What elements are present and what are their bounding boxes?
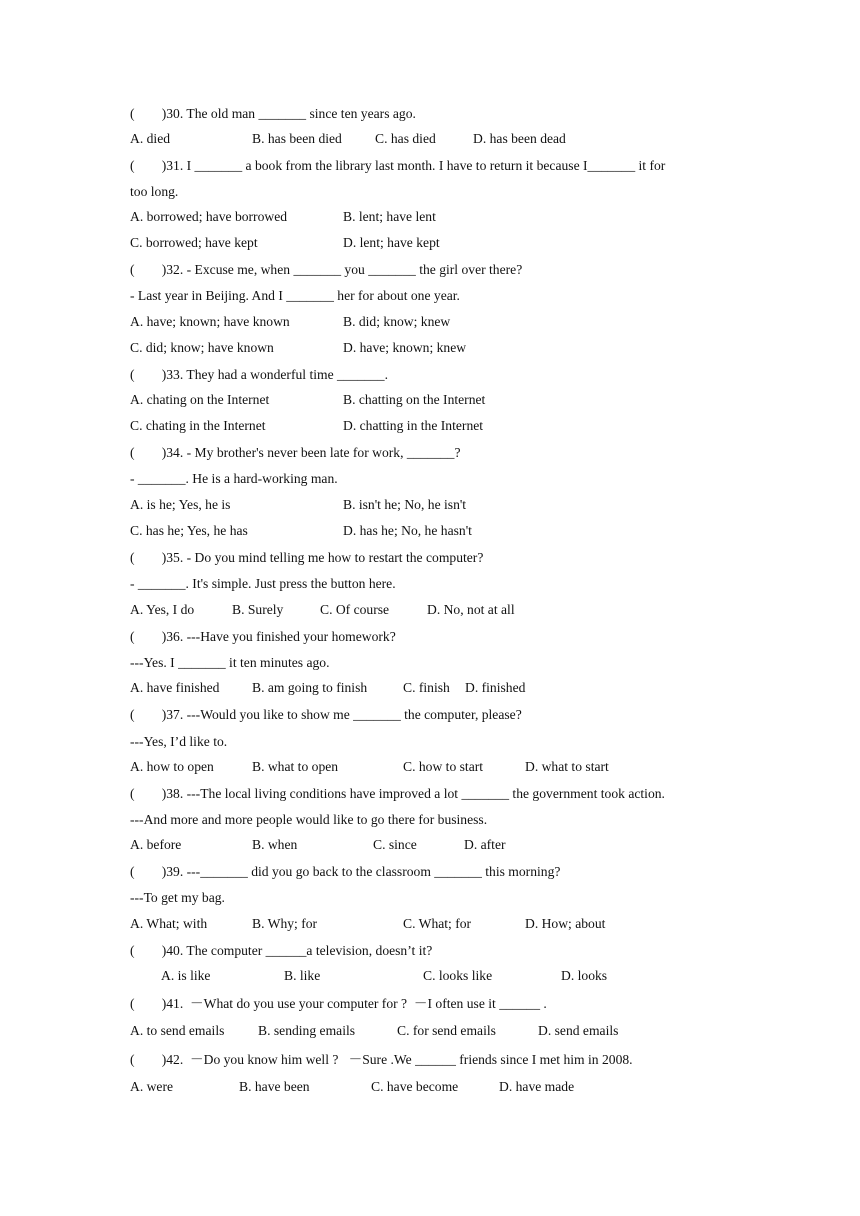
- question-42-option-b: B. have been: [239, 1079, 310, 1094]
- question-30-option-a: A. died: [130, 131, 171, 146]
- question-39-option-b: B. Why; for: [252, 916, 318, 931]
- question-35-option-d: D. No, not at all: [427, 602, 515, 617]
- question-41-option-c: C. for send emails: [397, 1023, 496, 1038]
- question-36-stem: ( )36. ---Have you finished your homework?: [130, 629, 396, 644]
- question-42-option-d: D. have made: [499, 1079, 575, 1094]
- question-34-option-b: B. isn't he; No, he isn't: [343, 497, 467, 512]
- question-31-option-b: B. lent; have lent: [343, 209, 436, 224]
- question-36-option-d: D. finished: [465, 680, 526, 695]
- question-36-continuation: ---Yes. I _______ it ten minutes ago.: [130, 655, 330, 670]
- question-35-option-c: C. Of course: [320, 602, 390, 617]
- question-36-option-b: B. am going to finish: [252, 680, 368, 695]
- question-42-option-c: C. have become: [371, 1079, 459, 1094]
- question-30-option-c: C. has died: [375, 131, 436, 146]
- question-37-stem: ( )37. ---Would you like to show me _______ the computer, please?: [130, 707, 522, 722]
- question-32-option-d: D. have; known; knew: [343, 340, 467, 355]
- question-39-option-d: D. How; about: [525, 916, 606, 931]
- question-38-option-c: C. since: [373, 837, 417, 852]
- question-39-continuation: ---To get my bag.: [130, 890, 225, 905]
- question-38-continuation: ---And more and more people would like to go there for business.: [130, 812, 488, 827]
- question-30-option-b: B. has been died: [252, 131, 342, 146]
- question-32-stem: ( )32. - Excuse me, when _______ you _______ the girl over there?: [130, 262, 523, 277]
- question-37-option-c: C. how to start: [403, 759, 484, 774]
- question-40-stem: ( )40. The computer ______a television, doesn’t it?: [130, 943, 433, 958]
- question-38-option-a: A. before: [130, 837, 182, 852]
- question-31-stem: ( )31. I _______ a book from the library last month. I have to return it because I_______ it for: [130, 158, 666, 173]
- question-31-option-d: D. lent; have kept: [343, 235, 440, 250]
- question-36-option-c: C. finish: [403, 680, 450, 695]
- question-38-option-d: D. after: [464, 837, 506, 852]
- question-35-continuation: - _______. It's simple. Just press the button here.: [130, 576, 396, 591]
- question-37-option-b: B. what to open: [252, 759, 339, 774]
- question-30-option-d: D. has been dead: [473, 131, 566, 146]
- question-41-stem: ( )41. －What do you use your computer for ? －I often use it ______ .: [130, 996, 547, 1011]
- question-41-option-a: A. to send emails: [130, 1023, 225, 1038]
- question-42-option-a: A. were: [130, 1079, 174, 1094]
- question-42-stem: ( )42. －Do you know him well ? －Sure .We ______ friends since I met him in 2008.: [130, 1052, 633, 1067]
- question-40-option-c: C. looks like: [423, 968, 493, 983]
- question-39-stem: ( )39. ---_______ did you go back to the classroom _______ this morning?: [130, 864, 561, 879]
- question-33-option-b: B. chatting on the Internet: [343, 392, 486, 407]
- question-37-option-a: A. how to open: [130, 759, 214, 774]
- question-32-option-c: C. did; know; have known: [130, 340, 274, 355]
- question-34-option-c: C. has he; Yes, he has: [130, 523, 248, 538]
- question-35-option-a: A. Yes, I do: [130, 602, 195, 617]
- question-33-option-c: C. chating in the Internet: [130, 418, 266, 433]
- question-36-option-a: A. have finished: [130, 680, 220, 695]
- question-34-stem: ( )34. - My brother's never been late for work, _______?: [130, 445, 461, 460]
- question-40-option-d: D. looks: [561, 968, 608, 983]
- question-33-option-a: A. chating on the Internet: [130, 392, 270, 407]
- question-39-option-c: C. What; for: [403, 916, 472, 931]
- question-39-option-a: A. What; with: [130, 916, 208, 931]
- question-32-option-a: A. have; known; have known: [130, 314, 290, 329]
- question-38-option-b: B. when: [252, 837, 298, 852]
- question-30-stem: ( )30. The old man _______ since ten years ago.: [130, 106, 416, 121]
- question-33-option-d: D. chatting in the Internet: [343, 418, 484, 433]
- question-34-continuation: - _______. He is a hard-working man.: [130, 471, 338, 486]
- question-31-continuation: too long.: [130, 184, 179, 199]
- question-33-stem: ( )33. They had a wonderful time _______.: [130, 367, 388, 382]
- question-34-option-d: D. has he; No, he hasn't: [343, 523, 472, 538]
- question-40-option-b: B. like: [284, 968, 321, 983]
- question-37-continuation: ---Yes, I’d like to.: [130, 734, 228, 749]
- question-35-stem: ( )35. - Do you mind telling me how to restart the computer?: [130, 550, 484, 565]
- question-41-option-b: B. sending emails: [258, 1023, 356, 1038]
- question-32-option-b: B. did; know; knew: [343, 314, 451, 329]
- question-32-continuation: - Last year in Beijing. And I _______ her for about one year.: [130, 288, 460, 303]
- question-35-option-b: B. Surely: [232, 602, 284, 617]
- question-40-option-a: A. is like: [161, 968, 211, 983]
- question-31-option-a: A. borrowed; have borrowed: [130, 209, 288, 224]
- question-37-option-d: D. what to start: [525, 759, 609, 774]
- question-41-option-d: D. send emails: [538, 1023, 619, 1038]
- question-34-option-a: A. is he; Yes, he is: [130, 497, 231, 512]
- question-38-stem: ( )38. ---The local living conditions have improved a lot _______ the government took action.: [130, 786, 665, 801]
- question-31-option-c: C. borrowed; have kept: [130, 235, 258, 250]
